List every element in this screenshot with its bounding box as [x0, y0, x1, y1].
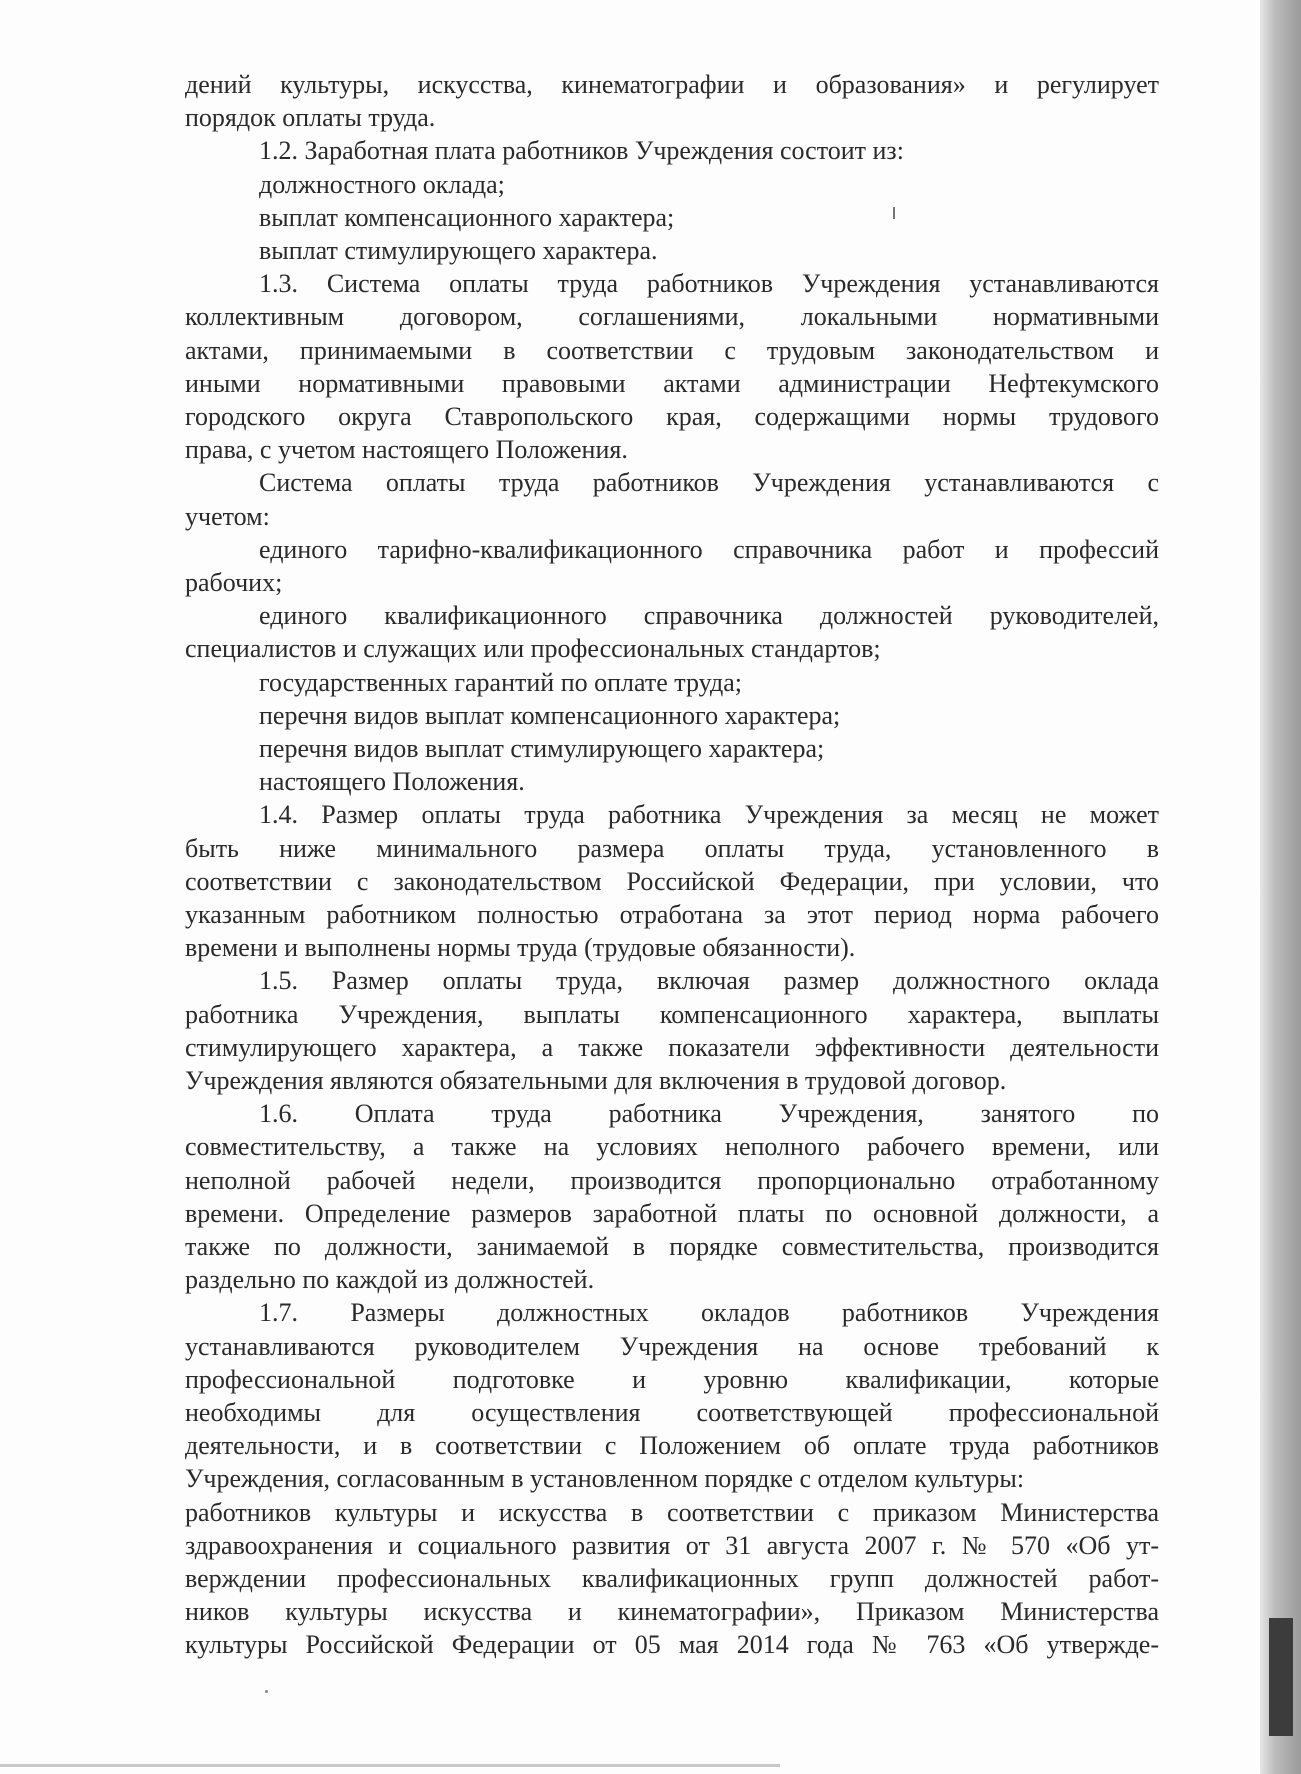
text-line: Учреждения являются обязательными для включения в трудовой договор.	[185, 1066, 1007, 1095]
text-line: стимулирующего характера, а также показатели эффективности деятельности	[185, 1032, 1159, 1062]
text-line: работников культуры и искусства в соответствии с приказом Министерства	[185, 1497, 1159, 1527]
text-line: соответствии с законодательством Российской Федерации, при условии, что	[185, 866, 1159, 896]
text-line: устанавливаются руководителем Учреждения на основе требований к	[185, 1331, 1159, 1361]
text-line: неполной рабочей недели, производится пропорционально отработанному	[185, 1165, 1159, 1195]
text-line: рабочих;	[185, 568, 283, 597]
text-line: деятельности, и в соответствии с Положением об оплате труда работников	[185, 1431, 1159, 1461]
text-line: работника Учреждения, выплаты компенсационного характера, выплаты	[185, 999, 1159, 1029]
scan-bottom-line	[0, 1764, 780, 1767]
text-line: здравоохранения и социального развития от 31 августа 2007 г. № 570 «Об ут-	[185, 1530, 1159, 1560]
text-line: 1.7. Размеры должностных окладов работников Учреждения	[259, 1298, 1159, 1328]
text-line: совместительству, а также на условиях неполного рабочего времени, или	[185, 1132, 1159, 1162]
text-line: дений культуры, искусства, кинематографии и образования» и регулирует	[185, 70, 1159, 99]
text-line: Система оплаты труда работников Учреждения устанавливаются с	[259, 468, 1159, 498]
text-line: верждении профессиональных квалификационных групп должностей работ-	[185, 1564, 1159, 1593]
text-line: перечня видов выплат компенсационного характера;	[259, 700, 841, 730]
text-line: порядок оплаты труда.	[185, 103, 436, 133]
text-line: выплат компенсационного характера;	[259, 202, 675, 232]
text-line: выплат стимулирующего характера.	[259, 236, 658, 265]
text-line: иными нормативными правовыми актами администрации Нефтекумского	[185, 368, 1159, 398]
text-line: профессиональной подготовке и уровню квалификации, которые	[185, 1364, 1159, 1394]
text-line: 1.4. Размер оплаты труда работника Учреждения за месяц не может	[259, 800, 1159, 830]
scan-edge-mark	[1269, 1618, 1293, 1736]
text-line: единого квалификационного справочника должностей руководителей,	[259, 601, 1159, 631]
text-line: времени. Определение размеров заработной платы по основной должности, а	[185, 1198, 1159, 1228]
text-line: учетом:	[185, 501, 270, 531]
text-line: 1.6. Оплата труда работника Учреждения, занятого по	[259, 1099, 1159, 1129]
text-line: специалистов и служащих или профессиональных стандартов;	[185, 634, 881, 664]
text-line: настоящего Положения.	[259, 767, 525, 797]
text-line: городского округа Ставропольского края, содержащими нормы трудового	[185, 402, 1159, 431]
text-line: 1.2. Заработная плата работников Учреждения состоит из:	[259, 136, 904, 166]
text-line: права, с учетом настоящего Положения.	[185, 435, 628, 465]
text-line: ников культуры искусства и кинематографии», Приказом Министерства	[185, 1597, 1159, 1627]
text-line: культуры Российской Федерации от 05 мая 2014 года № 763 «Об утвержде-	[185, 1630, 1159, 1660]
text-line: 1.3. Система оплаты труда работников Учреждения устанавливаются	[259, 269, 1159, 299]
text-line: 1.5. Размер оплаты труда, включая размер должностного оклада	[259, 966, 1159, 996]
text-line: государственных гарантий по оплате труда;	[259, 667, 742, 697]
text-line: необходимы для осуществления соответствующей профессиональной	[185, 1398, 1159, 1427]
scan-edge-shadow	[1260, 0, 1301, 1774]
text-line: единого тарифно-квалификационного справочника работ и профессий	[259, 534, 1159, 564]
text-line: раздельно по каждой из должностей.	[185, 1265, 595, 1295]
text-line: быть ниже минимального размера оплаты труда, установленного в	[185, 833, 1159, 863]
text-line: коллективным договором, соглашениями, локальными нормативными	[185, 302, 1159, 332]
text-line: времени и выполнены нормы труда (трудовые обязанности).	[185, 933, 856, 963]
text-line: Учреждения, согласованным в установленном порядке с отделом культуры:	[185, 1464, 1025, 1494]
text-line: должностного оклада;	[259, 169, 505, 199]
text-line: перечня видов выплат стимулирующего характера;	[259, 734, 825, 763]
text-line: актами, принимаемыми в соответствии с трудовым законодательством и	[185, 335, 1159, 365]
text-line: также по должности, занимаемой в порядке совместительства, производится	[185, 1232, 1159, 1261]
text-line: указанным работником полностью отработана за этот период норма рабочего	[185, 900, 1159, 929]
stray-scan-dot	[265, 1690, 268, 1693]
